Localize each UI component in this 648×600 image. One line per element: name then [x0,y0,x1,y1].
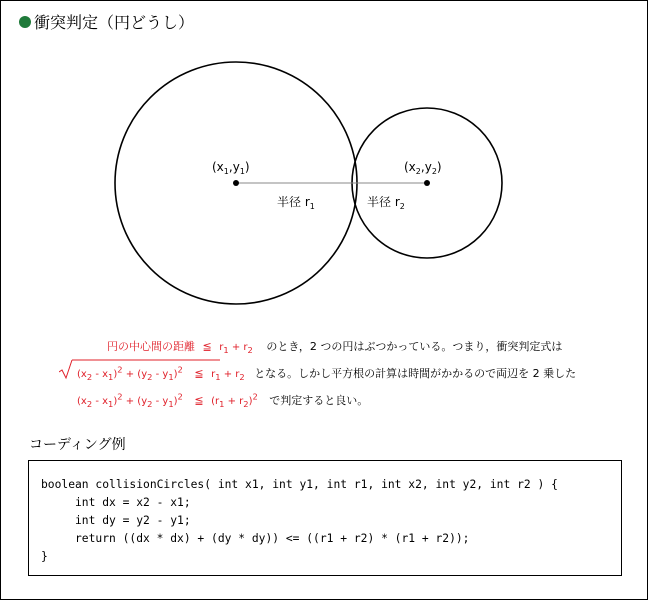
p1-label: $(x_1,y_1)$ [212,160,250,176]
distance-term: 円の中心間の距離 [107,340,195,353]
explanation-line-1 [107,338,562,355]
r2-label: 半径 $r_2$ [367,195,405,211]
line3-text: で判定すると良い。 [269,394,369,408]
code-line: int dy = y2 - y1; [41,514,191,527]
code-line: } [41,550,48,563]
radius-sum: $r_1 + r_2$ [211,369,245,383]
title-text: 衝突判定（円どうし） [34,13,195,32]
leq-symbol: ≦ [194,367,204,381]
sqrt-sign-icon [59,359,75,381]
center-point-2 [424,180,430,186]
explanation-line-2 [63,365,576,382]
code-line: boolean collisionCircles( int x1, int y1, int r1, int x2, int y2, int r2 ) { [41,478,558,491]
radius-sum-squared: $(r_1 + r_2)^2$ [211,392,258,410]
leq-symbol: ≦ [202,340,212,353]
code-block [28,460,622,576]
line2-text: となる。しかし平方根の計算は時間がかかるので両辺を 2 乗した [254,367,577,381]
code-line: return ((dx * dx) + (dy * dy)) <= ((r1 + r2) * (r1 + r2)); [41,532,470,545]
leq-symbol: ≦ [194,394,204,408]
radius-sum: $r_1 + r_2$ [219,342,253,355]
p2-label: $(x_2,y_2)$ [404,160,442,176]
section-title: コーディング例 [29,437,126,453]
line1-text: のとき，2 つの円はぶつかっている。つまり，衝突判定式は [266,340,563,353]
r1-label: 半径 $r_1$ [277,195,315,211]
distance-squared-expr: $(x_2 - x_1)^2 + (y_2 - y_1)^2$ [77,365,183,383]
sqrt-bar [72,359,222,362]
distance-squared-expr: $(x_2 - x_1)^2 + (y_2 - y_1)^2$ [77,392,183,410]
circle-diagram [1,1,647,331]
center-point-1 [233,180,239,186]
explanation-line-3 [77,392,368,409]
code-line: int dx = x2 - x1; [41,496,191,509]
